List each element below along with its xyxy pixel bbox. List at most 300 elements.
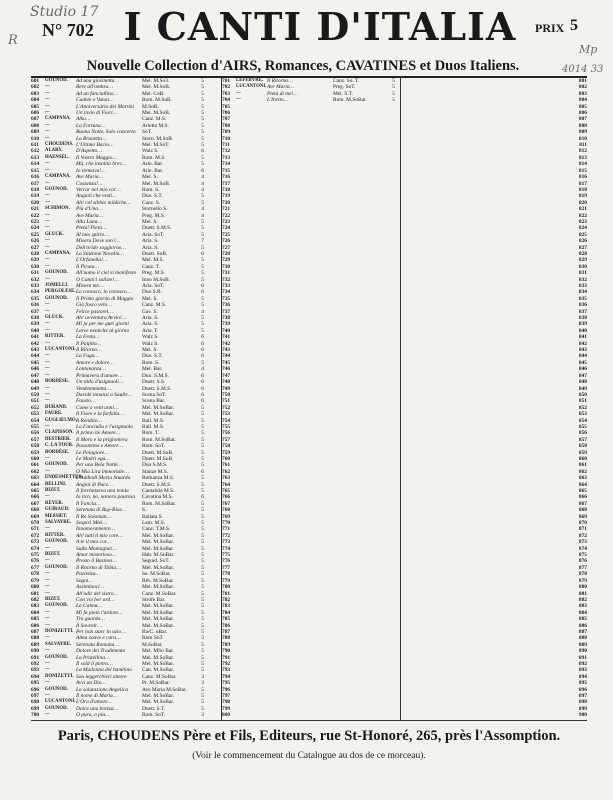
entry-number: 812 [578, 148, 587, 155]
entry-title: Per una Bela Notte… [76, 462, 123, 469]
entry-title: Buona Notte, Solo concerto [76, 129, 136, 136]
entry-number: 824 [578, 225, 587, 232]
entry-number: 640 [31, 327, 40, 334]
entry-number: 636 [31, 302, 40, 309]
entry-title: La Festa… [76, 334, 100, 341]
entry-number: 661 [31, 462, 40, 469]
entry-number: 873 [578, 539, 587, 546]
entry-number: 756 [222, 430, 231, 437]
entry-composer: GLUCK. [45, 231, 64, 237]
entry-price: 5 [201, 142, 204, 149]
entry-number: 681 [31, 590, 40, 597]
entry-title: La Calma… [76, 603, 103, 610]
entry-composer: — [45, 263, 50, 269]
entry-number: 703 [222, 90, 231, 97]
entry-voice: Rom. SoT. [142, 443, 166, 450]
entry-number: 837 [578, 308, 587, 315]
entry-voice: Mel. S. [142, 174, 158, 181]
entry-voice: Mel. M.So3. [142, 78, 170, 84]
entry-number: 739 [222, 321, 231, 328]
entry-price: 3 [201, 680, 204, 687]
entry-number: 781 [222, 590, 231, 597]
entry-voice: Mel. M.SoBar. [142, 603, 175, 610]
entry-title: Il Pirata… [76, 263, 100, 270]
entry-price: 6 [201, 167, 204, 174]
entry-number: 641 [31, 334, 40, 341]
entry-number: 642 [31, 340, 40, 347]
entry-title: La salutazione Angelica [76, 686, 129, 693]
entry-price: 5 [201, 481, 204, 488]
entry-title: Per non starc in ozio… [76, 628, 126, 635]
entry-price: 5 [201, 315, 204, 322]
entry-number: 653 [31, 411, 40, 418]
entry-composer: — [45, 616, 50, 622]
entry-number: 715 [222, 167, 231, 174]
entry-number: 875 [578, 552, 587, 559]
entry-price: 6 [201, 289, 204, 296]
entry-number: 862 [578, 468, 587, 475]
entry-number: 806 [578, 110, 587, 117]
entry-composer: — [45, 161, 50, 167]
entry-number: 606 [31, 110, 40, 117]
entry-price: 5 [201, 270, 204, 277]
entry-price: 5 [201, 526, 204, 533]
entry-voice: Arie. Bar. [142, 167, 164, 174]
entry-composer: — [45, 468, 50, 474]
entry-title: Felice pastorel… [76, 308, 114, 315]
entry-number: 628 [31, 250, 40, 257]
entry-number: 644 [31, 353, 40, 360]
entry-price: 6 [201, 372, 204, 379]
entry-number: 799 [222, 705, 231, 712]
entry-title: Il Sovenir… [76, 622, 102, 629]
entry-title: Alma soave e cara… [76, 635, 121, 642]
entry-number: 734 [222, 289, 231, 296]
entry-number: 853 [578, 411, 587, 418]
entry-number: 736 [222, 302, 231, 309]
entry-price: 5 [201, 577, 204, 584]
entry-number: 785 [222, 616, 231, 623]
entry-price: 5 [201, 539, 204, 546]
entry-number: 711 [222, 142, 230, 149]
entry-composer: HAENSEL. [45, 154, 70, 160]
entry-number: 880 [578, 584, 587, 591]
entry-title: La Stazione Novella… [76, 250, 125, 257]
entry-number: 664 [31, 481, 40, 488]
entry-voice: Se. M.SoBar. [142, 571, 171, 578]
entry-composer: GOUNOD. [45, 539, 68, 545]
entry-composer: — [45, 135, 50, 141]
entry-voice: S. [142, 507, 147, 514]
entry-composer: CHOUDENS. [45, 142, 74, 148]
entry-title: L'Ultimo Bacio… [76, 142, 114, 149]
entry-voice: Walz S. [142, 340, 159, 347]
entry-voice: Rom. M.SoBar. [142, 500, 176, 507]
entry-number: 796 [222, 686, 231, 693]
entry-voice: Canz. M.SoBar. [142, 590, 177, 597]
entry-composer: — [45, 167, 50, 173]
entry-voice: Mel. M.SoBar. [142, 564, 175, 571]
entry-number: 687 [31, 628, 40, 635]
entry-title: Amore e dolore… [76, 359, 114, 366]
entry-number: 897 [578, 693, 587, 699]
price-value: 5 [570, 17, 578, 34]
entry-title: Cadete o Vanni… [76, 97, 114, 104]
entry-number: 794 [222, 673, 231, 680]
entry-title: Serenata Romana… [76, 641, 120, 648]
entry-title: Il Fiore e la farfalla… [76, 411, 125, 418]
entry-number: 832 [578, 276, 587, 283]
entry-composer: — [45, 680, 50, 686]
entry-number: 754 [222, 417, 231, 424]
entry-title: Il Ritorno… [267, 78, 293, 84]
entry-price: 5 [201, 199, 204, 206]
entry-voice: Mel. M.SoBar. [142, 654, 175, 661]
entry-number: 688 [31, 635, 40, 642]
entry-voice: Mel. M.SoBar. [142, 693, 175, 699]
entry-price: 5 [201, 705, 204, 712]
entry-title: Come a vent anni… [76, 404, 119, 411]
entry-price: 5 [201, 359, 204, 366]
entry-voice: Duett. SoB. [142, 250, 168, 257]
entry-composer: — [45, 110, 50, 116]
entry-voice: Duett. S.M.S. [142, 481, 172, 488]
entry-number: 764 [222, 481, 231, 488]
entry-number: 773 [222, 539, 231, 546]
entry-voice: Duett. S.M.S. [142, 225, 172, 232]
entry-number: 617 [31, 180, 40, 187]
entry-number: 861 [578, 462, 587, 469]
entry-number: 868 [578, 507, 587, 514]
entry-number: 776 [222, 558, 231, 565]
entry-number: 871 [578, 526, 587, 533]
entry-number: 725 [222, 231, 231, 238]
entry-number: 611 [31, 142, 39, 149]
entry-number: 707 [222, 116, 231, 123]
entry-number: 746 [222, 366, 231, 373]
entry-number: 622 [31, 212, 40, 219]
entry-composer: — [45, 660, 50, 666]
entry-composer: — [45, 212, 50, 218]
entry-title: Ah! avventura Avvio!… [76, 315, 127, 322]
entry-voice: Rom. M.SoBar. [142, 436, 176, 443]
entry-composer: — [45, 667, 50, 673]
entry-voice: Duett. M.SoB. [142, 455, 174, 462]
entry-composer: — [45, 494, 50, 500]
entry-number: 738 [222, 315, 231, 322]
entry-number: 800 [222, 712, 231, 719]
entry-price: 5 [201, 545, 204, 552]
entry-voice: M.SoBar. [142, 641, 163, 648]
entry-number: 817 [578, 180, 587, 187]
entry-number: 846 [578, 366, 587, 373]
entry-title: Alla Luna… [76, 218, 103, 225]
entry-price: 5 [201, 263, 204, 270]
entry-voice: Canz. M.S. [142, 302, 167, 309]
entry-number: 859 [578, 449, 587, 456]
entry-price: 6 [201, 398, 204, 405]
handwritten-note-left: Studio 17 [30, 4, 99, 20]
entry-composer: — [45, 90, 50, 96]
entry-price: 5 [201, 590, 204, 597]
entry-composer: — [45, 359, 50, 365]
entry-number: 888 [578, 635, 587, 642]
entry-number: 658 [31, 443, 40, 450]
entry-number: 768 [222, 507, 231, 514]
entry-price: 5 [201, 411, 204, 418]
entry-number: 696 [31, 686, 40, 693]
entry-title: Il Ritorno di Tobia… [76, 564, 121, 571]
entry-number: 790 [222, 648, 231, 655]
entry-voice: Mel. S. [142, 218, 158, 225]
entry-number: 607 [31, 116, 40, 123]
entry-number: 777 [222, 564, 231, 571]
entry-number: 802 [578, 84, 587, 91]
entry-title: Vendemmietta… [76, 385, 112, 392]
entry-price: 5 [392, 84, 395, 91]
entry-number: 673 [31, 539, 40, 546]
entry-composer: — [45, 526, 50, 532]
entry-voice: Rom. M.SoB. [142, 97, 172, 104]
entry-number: 834 [578, 289, 587, 296]
entry-price: 5 [392, 78, 395, 84]
entry-title: Costanza!… [76, 180, 103, 187]
entry-number: 804 [578, 97, 587, 104]
entry-price: 5 [201, 564, 204, 571]
entry-composer: — [45, 353, 50, 359]
entry-title: Mi fa pietà l'ardore… [76, 609, 123, 616]
entry-voice: Mel. M.SoBar. [142, 660, 175, 667]
entry-voice: Rom. T. [142, 430, 160, 437]
entry-title: Sulla Montagna!… [76, 545, 118, 552]
entry-price: 5 [201, 423, 204, 430]
entry-number: 643 [31, 347, 40, 354]
entry-voice: Mel. M.SoBar. [142, 532, 175, 539]
entry-number: 807 [578, 116, 587, 123]
entry-number: 716 [222, 174, 231, 181]
entry-number: 741 [222, 334, 231, 341]
entry-title: Son leggerchieri amore [76, 673, 127, 680]
entry-price: 5 [201, 404, 204, 411]
entry-price: 5 [201, 302, 204, 309]
entry-number: 608 [31, 122, 40, 129]
entry-number: 668 [31, 507, 40, 514]
entry-number: 751 [222, 398, 231, 405]
entry-title: Le Polagiore… [76, 449, 109, 456]
entry-number: 627 [31, 244, 40, 251]
entry-number: 701 [222, 78, 231, 84]
entry-number: 669 [31, 513, 40, 520]
entry-number: 860 [578, 455, 587, 462]
entry-price: 5 [201, 161, 204, 168]
entry-price: 5 [201, 693, 204, 699]
entry-number: 793 [222, 667, 231, 674]
entry-price: 5 [201, 532, 204, 539]
entry-number: 836 [578, 302, 587, 309]
entry-composer: — [45, 276, 50, 282]
entry-title: L'Addiodi Maria Stuarda [76, 475, 131, 482]
entry-price: 3 [201, 712, 204, 719]
entry-composer: — [45, 84, 50, 90]
entry-number: 645 [31, 359, 40, 366]
entry-composer: BORDÈSE. [45, 379, 70, 385]
entry-voice: Strofe Bar. [142, 596, 166, 603]
entry-number: 749 [222, 385, 231, 392]
entry-title: Io tremava!… [76, 167, 106, 174]
entry-voice: Canz. M.S. [142, 116, 167, 123]
entry-number: 685 [31, 616, 40, 623]
entry-number: 762 [222, 468, 231, 475]
entry-number: 822 [578, 212, 587, 219]
entry-price: 5 [201, 122, 204, 129]
entry-title: Passatemo e Amore… [76, 443, 124, 450]
catalogue-entry [222, 712, 400, 718]
entry-voice: Seguid. SoT. [142, 558, 170, 565]
entry-voice: Rêv. M.SoBar. [142, 577, 174, 584]
entry-voice: Romanza M.S. [142, 475, 175, 482]
entry-title: Lontananza… [76, 366, 107, 373]
entry-voice: Duett. S.M.S. [142, 385, 172, 392]
entry-number: 616 [31, 174, 40, 181]
entry-title: Serenata di Ruy-Blas… [76, 507, 127, 514]
entry-composer: — [45, 571, 50, 577]
entry-title: Ah! col sibbio mildiche… [76, 199, 131, 206]
entry-voice: Preg. M.S. [142, 270, 166, 277]
entry-number: 797 [222, 693, 231, 699]
entry-price: 6 [201, 379, 204, 386]
entry-composer: — [45, 327, 50, 333]
entry-number: 784 [222, 609, 231, 616]
entry-price: 5 [201, 648, 204, 655]
entry-price: 6 [201, 353, 204, 360]
entry-price: 5 [201, 641, 204, 648]
entry-voice: Stanze M.S. [142, 468, 169, 475]
entry-number: 601 [31, 78, 40, 84]
entry-number: 872 [578, 532, 587, 539]
entry-price: 6 [201, 391, 204, 398]
entry-number: 651 [31, 398, 40, 405]
entry-price: 5 [201, 417, 204, 424]
entry-number: 689 [31, 641, 40, 648]
entry-number: 748 [222, 379, 231, 386]
entry-price: 5 [201, 97, 204, 104]
entry-title: Io tico, no, nonora paurosa [76, 494, 136, 501]
entry-voice: Rom SoT. [142, 635, 164, 642]
entry-title: Ad un fanciullino… [76, 90, 119, 97]
entry-price: 5 [201, 110, 204, 117]
entry-price: 5 [201, 609, 204, 616]
entry-voice: Stornello S. [142, 206, 168, 213]
entry-composer: — [45, 366, 50, 372]
entry-composer: — [45, 180, 50, 186]
entry-number: 690 [31, 648, 40, 655]
entry-composer: — [45, 398, 50, 404]
entry-composer: PERGOLESE. [45, 289, 76, 295]
entry-voice: Mel. M.SoB. [142, 180, 171, 187]
entry-price: 5 [201, 295, 204, 302]
entry-number: 841 [578, 334, 587, 341]
entry-composer: CAMPANA. [45, 116, 71, 122]
entry-title: O Cantici saliste!… [76, 276, 119, 283]
entry-composer: — [45, 129, 50, 135]
entry-number: 745 [222, 359, 231, 366]
entry-price: 5 [201, 135, 204, 142]
entry-number: 787 [222, 628, 231, 635]
entry-title: Il forchezzeva una tenda [76, 488, 129, 494]
entry-composer: — [45, 193, 50, 199]
entry-price: 5 [201, 558, 204, 565]
entry-number: 732 [222, 276, 231, 283]
entry-composer: — [45, 577, 50, 583]
publisher-footer: Paris, CHOUDENS Père et Fils, Editeurs, rue St-Honoré, 265, près l'Assomption. [57, 728, 561, 744]
entry-number: 733 [222, 283, 231, 289]
entry-title: A te il mio cor… [76, 539, 112, 546]
entry-number: 713 [222, 154, 231, 161]
entry-composer: BORDÈSE. [45, 449, 70, 455]
entry-number: 709 [222, 129, 231, 136]
entry-price: 5 [201, 154, 204, 161]
entry-number: 899 [578, 705, 587, 712]
entry-number: 727 [222, 244, 231, 251]
entry-voice: Mel. S. [142, 295, 158, 302]
entry-number: 852 [578, 404, 587, 411]
entry-number: 693 [31, 667, 40, 674]
entry-number: 770 [222, 520, 231, 527]
entry-number: 771 [222, 526, 231, 533]
entry-voice: Mel. M.SoBar. [142, 622, 175, 629]
entry-composer: FAURE. [45, 411, 63, 417]
entry-title: Innamoramento… [76, 526, 116, 533]
entry-price: 5 [201, 596, 204, 603]
entry-price: 3 [201, 635, 204, 642]
entry-voice: Ba/C. oBar. [142, 628, 168, 635]
entry-number: 848 [578, 379, 587, 386]
handwritten-shelf-code: 4014 33 [562, 64, 604, 75]
entry-number: 814 [578, 161, 587, 168]
entry-number: 774 [222, 545, 231, 552]
entry-number: 620 [31, 199, 40, 206]
entry-title: Con voi ber ard… [76, 596, 115, 603]
entry-number: 626 [31, 238, 40, 245]
page-title: I CANTI D'ITALIA [123, 4, 517, 49]
entry-composer: CLAPISSON. [45, 430, 74, 436]
entry-voice: Aria. S. [142, 321, 159, 328]
entry-number: 657 [31, 436, 40, 443]
entry-title: Il primo ite Amore… [76, 430, 121, 437]
entry-number: 742 [222, 340, 231, 347]
entry-number: 823 [578, 218, 587, 225]
entry-voice: Mel. M.SoBar. [142, 699, 175, 706]
entry-voice: Duo. S.M.S. [142, 372, 169, 379]
entry-composer: — [45, 693, 50, 698]
entry-price: 5 [201, 513, 204, 520]
entry-composer: — [45, 558, 50, 564]
entry-number: 729 [222, 257, 231, 264]
page-subtitle: Nouvelle Collection d'AIRS, Romances, CAVATINES et Duos Italiens. [86, 58, 520, 74]
entry-voice: Cantabile M.S. [142, 488, 175, 494]
entry-composer: GOUNOD. [45, 603, 68, 609]
entry-number: 874 [578, 545, 587, 552]
entry-composer: GLUCK. [45, 315, 64, 321]
handwritten-mark-r: R [8, 33, 18, 48]
entry-number: 879 [578, 577, 587, 584]
catalogue-entry [401, 712, 587, 718]
entry-title: Amor misterioso… [76, 552, 117, 559]
entry-price: 5 [201, 475, 204, 482]
entry-number: 680 [31, 584, 40, 591]
entry-composer: — [45, 302, 50, 308]
entry-number: 666 [31, 494, 40, 501]
